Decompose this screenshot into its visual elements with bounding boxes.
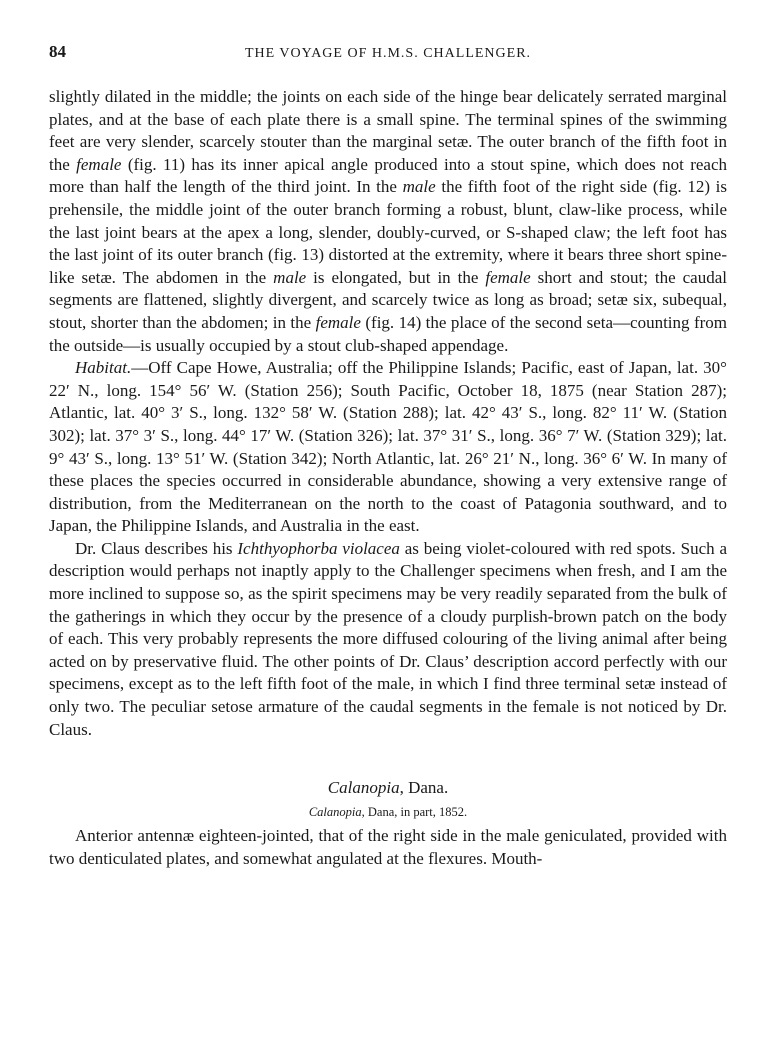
text-run: Dr. Claus describes his xyxy=(75,538,238,558)
running-title: THE VOYAGE OF H.M.S. CHALLENGER. xyxy=(244,46,532,61)
citation-rest: , Dana, in part, 1852. xyxy=(361,805,468,820)
text-run: (fig. 14) the place of the second seta—counting from the outside—is usually occupied by a stout club-shaped appendage. xyxy=(49,312,728,355)
text-run: (fig. 11) has its inner apical angle produced into a stout spine, which does not reach more than half the length of the third joint. In the xyxy=(49,154,727,197)
italic-term: male xyxy=(402,177,436,197)
citation-genus: Calanopia xyxy=(308,805,362,820)
italic-term: Ichthyophorba violacea xyxy=(237,538,400,558)
italic-term: female xyxy=(315,312,361,332)
text-run: the fifth foot of the right side (fig. 12) is prehensile, the middle joint of the outer branch forming a robust, blunt, claw-like process, while the last joint bears at the apex a long, slender, doubly-curved, or S-shaped claw; the left foot has the last joint of its outer branch (fig. 13) distorted at the extremity, where it bears three short spine-like setæ. The abdomen in the xyxy=(49,177,727,287)
text-run: slightly dilated in the middle; the joints on each side of the hinge bear delicately serrated marginal plates, and at the base of each plate there is a small spine. The terminal spines of the swimming feet are very slender, scarcely stouter than the marginal setæ. The outer branch of the fifth foot in the xyxy=(49,87,727,174)
italic-term: Habitat. xyxy=(75,358,132,378)
paragraph-habitat xyxy=(49,357,727,538)
genus-authority: , Dana. xyxy=(399,778,449,798)
genus-heading xyxy=(49,777,727,799)
text-run: as being violet-coloured with red spots. Such a description would perhaps not inaptly apply to the Challenger specimens when fresh, and I am the more inclined to suppose so, as the spirit specimens may be very readily separated from the bulk of the gatherings in which they occur by the presence of a cloudy purplish-brown patch on the body of each. This very probably represents the more diffused colouring of the living animal after being acted on by preservative fluid. The other points of Dr. Claus’ description accord perfectly with our specimens, except as to the left fifth foot of the male, in which I find three terminal setæ instead of only two. The peculiar setose armature of the caudal segments in the female is not noticed by Dr. Claus. xyxy=(49,538,727,739)
genus-name: Calanopia xyxy=(327,778,400,798)
italic-term: female xyxy=(76,154,122,174)
genus-citation xyxy=(49,803,727,821)
paragraph-genus-description xyxy=(49,825,727,870)
page xyxy=(49,40,727,870)
body-text xyxy=(49,86,727,870)
running-head xyxy=(49,40,727,66)
italic-term: female xyxy=(485,267,531,287)
text-run: —Off Cape Howe, Australia; off the Philippine Islands; Pacific, east of Japan, lat. 30° 22′ N., long. 154° 56′ W. (Station 256); South Pacific, October 18, 1875 (near Station 287); Atlantic, lat. 40° 3′ S., long. 132° 58′ W. (Station 288); lat. 42° 43′ S., long. 82° 11′ W. (Station 302); lat. 37° 3′ S., long. 44° 17′ W. (Station 326); lat. 37° 31′ S., long. 36° 7′ W. (Station 329); lat. 9° 43′ S., long. 13° 51′ W. (Station 342); North Atlantic, lat. 26° 21′ N., long. 36° 6′ W. In many of these places the species occurred in considerable abundance, showing a very extensive range of distribution, from the Mediterranean on the north to the coast of Patagonia southward, and to Japan, the Philippine Islands, and Australia in the east. xyxy=(49,358,727,536)
paragraph-claus-remarks xyxy=(49,538,727,741)
text-run: short and stout; the caudal segments are flattened, slightly divergent, and scarcely twice as long as broad; setæ six, subequal, stout, shorter than the abdomen; in the xyxy=(49,267,727,332)
text-run: Anterior antennæ eighteen-jointed, that of the right side in the male geniculated, provided with two denticulated plates, and somewhat angulated at the flexures. Mouth- xyxy=(49,826,727,868)
page-number: 84 xyxy=(49,42,66,61)
paragraph-description-continued xyxy=(49,86,727,357)
text-run: is elongated, but in the xyxy=(306,267,486,287)
italic-term: male xyxy=(273,267,307,287)
